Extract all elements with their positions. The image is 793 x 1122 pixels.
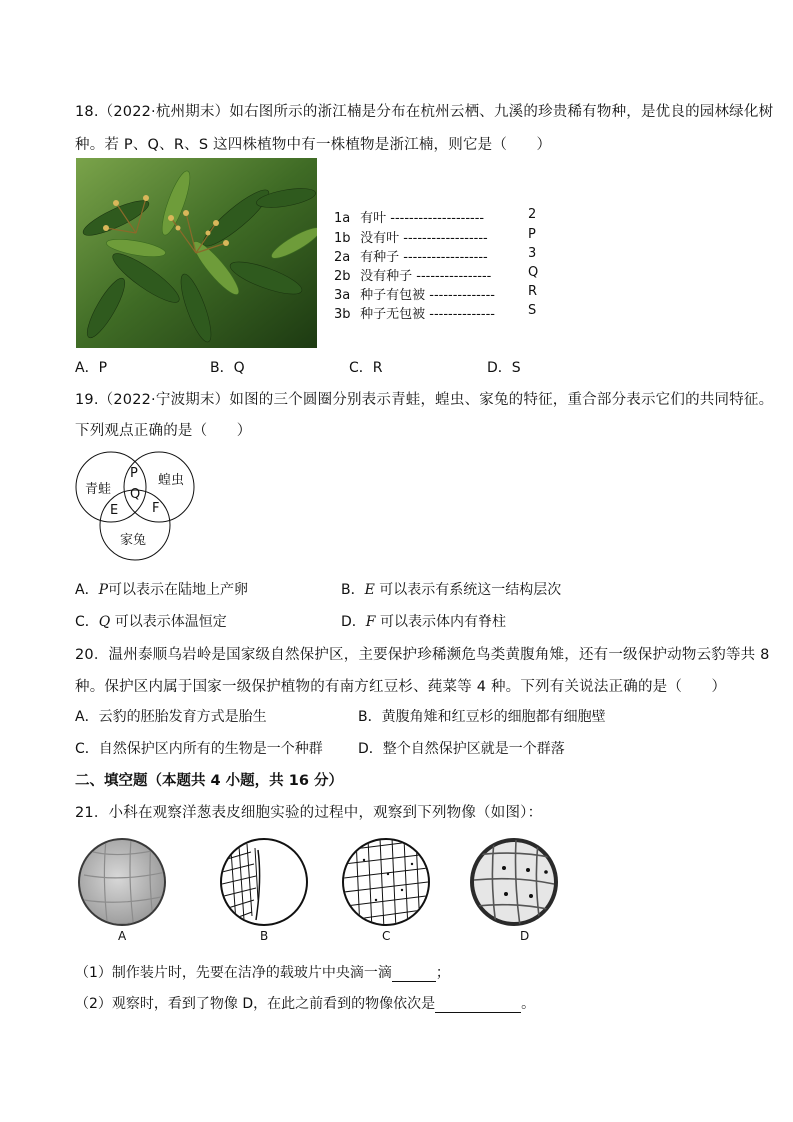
q19-option-b[interactable]: B．E 可以表示有系统这一结构层次 <box>341 582 562 598</box>
q19-line1: 19.（2022·宁波期末）如图的三个圆圈分别表示青蛙，蝗虫、家兔的特征，重合部分表示它们的共同特征。 <box>75 392 774 408</box>
q20-option-b[interactable]: B．黄腹角雉和红豆杉的细胞都有细胞壁 <box>358 709 606 725</box>
q18-option-a[interactable]: A．P <box>75 360 108 376</box>
zhejiang-phoebe-photo <box>76 158 317 348</box>
image-label-b: B <box>260 929 269 943</box>
microscope-image-a <box>78 838 166 930</box>
venn-label-frog: 青蛙 <box>85 482 112 497</box>
venn-label-locust: 蝗虫 <box>158 473 185 488</box>
image-label-a: A <box>118 929 127 943</box>
q19-option-a[interactable]: A．P可以表示在陆地上产卵 <box>75 582 248 598</box>
venn-label-q: Q <box>130 487 141 502</box>
venn-label-p: P <box>130 466 138 481</box>
image-label-c: C <box>382 929 391 943</box>
key-row-1a: 1a 有叶 -------------------- 2 <box>334 207 537 226</box>
microscope-image-c <box>343 838 429 930</box>
venn-label-rabbit: 家兔 <box>120 533 147 548</box>
venn-label-e: E <box>110 503 119 518</box>
key-row-2b: 2b 没有种子 ---------------- Q <box>334 265 539 284</box>
key-row-2a: 2a 有种子 ------------------ 3 <box>334 246 537 265</box>
q18-option-b[interactable]: B．Q <box>210 360 245 376</box>
q20-line2: 种。保护区内属于国家一级保护植物的有南方红豆杉、莼菜等 4 种。下列有关说法正确的是（ ） <box>75 679 727 695</box>
key-row-1b: 1b 没有叶 ------------------ P <box>334 227 536 246</box>
microscope-image-b <box>221 839 307 925</box>
q19-option-d[interactable]: D．F 可以表示体内有脊柱 <box>341 614 506 630</box>
q20-option-c[interactable]: C．自然保护区内所有的生物是一个种群 <box>75 741 323 757</box>
q21-line1: 21．小科在观察洋葱表皮细胞实验的过程中，观察到下列物像（如图）： <box>75 805 543 821</box>
q18-line2: 种。若 P、Q、R、S 这四株植物中有一株植物是浙江楠，则它是（ ） <box>75 137 552 153</box>
q18-option-c[interactable]: C．R <box>349 360 383 376</box>
section-fill-in-heading: 二、填空题（本题共 4 小题，共 16 分） <box>75 773 343 789</box>
q18-option-d[interactable]: D．S <box>487 360 521 376</box>
q20-option-d[interactable]: D．整个自然保护区就是一个群落 <box>358 741 565 757</box>
q20-line1: 20．温州泰顺乌岩岭是国家级自然保护区，主要保护珍稀濒危鸟类黄腹角雉，还有一级保护动物云豹等共 8 <box>75 647 770 663</box>
q21-sub2: （2）观察时，看到了物像 D，在此之前看到的物像依次是 。 <box>75 996 536 1012</box>
q19-line2: 下列观点正确的是（ ） <box>75 423 252 439</box>
q19-option-c[interactable]: C．Q 可以表示体温恒定 <box>75 614 227 630</box>
key-row-3a: 3a 种子有包被 -------------- R <box>334 284 538 303</box>
microscope-image-d <box>470 838 558 926</box>
q21-sub2-blank[interactable] <box>435 998 521 1013</box>
microscope-images <box>76 830 566 946</box>
q18-line1: 18.（2022·杭州期末）如右图所示的浙江楠是分布在杭州云栖、九溪的珍贵稀有物种，是优良的园林绿化树 <box>75 104 774 120</box>
venn-label-f: F <box>152 501 160 516</box>
image-label-d: D <box>520 929 530 943</box>
q20-option-a[interactable]: A．云豹的胚胎发育方式是胎生 <box>75 709 267 725</box>
q21-sub1-blank[interactable] <box>392 967 436 982</box>
q21-sub1: （1）制作装片时，先要在洁净的载玻片中央滴一滴 ； <box>75 965 450 981</box>
key-row-3b: 3b 种子无包被 -------------- S <box>334 303 537 322</box>
